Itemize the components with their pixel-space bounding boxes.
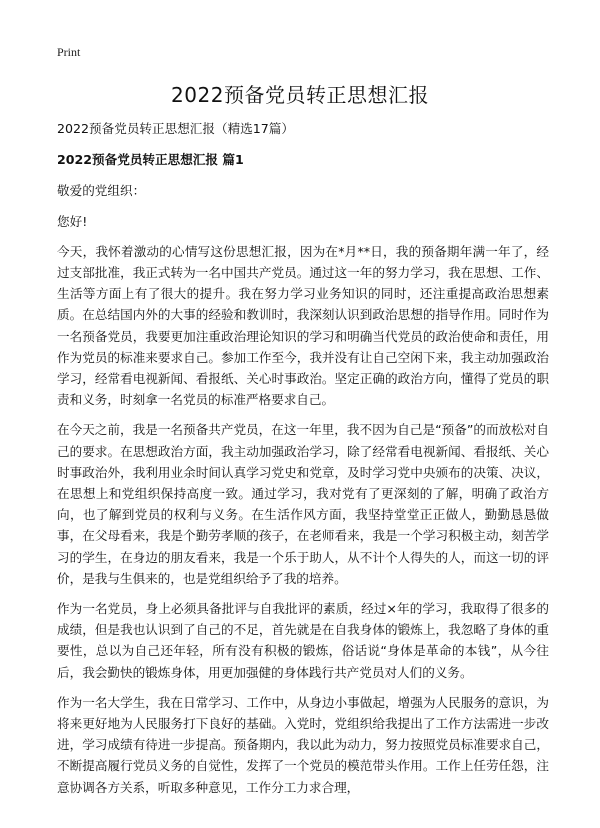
section-heading: 2022预备党员转正思想汇报 篇1 xyxy=(57,152,244,168)
body-paragraph-4: 作为一名大学生，我在日常学习、工作中，从身边小事做起，增强为人民服务的意识，为将来更好地为人民服务打下良好的基础。入党时，党组织给我提出了工作方法需进一步改进，学习成绩有待进一步提高。预备期内，我以此为动力，努力按照党员标准要求自己，不断提高履行党员义务的自觉性，发挥了一个党员的模范带头作用。工作上任劳任怨，注意协调各方关系，听取多种意见，工作分工力求合理， xyxy=(57,694,549,795)
document-subtitle: 2022预备党员转正思想汇报（精选17篇） xyxy=(57,121,294,136)
greeting-hello: 您好! xyxy=(57,213,88,229)
body-paragraph-3: 作为一名党员，身上必须具备批评与自我批评的素质，经过×年的学习，我取得了很多的成绩，但是我也认识到了自己的不足，首先就是在自我身体的锻炼上，我忽略了身体的重要性，总以为自己还年轻，所有没有积极的锻炼，俗话说“身体是革命的本钱”，从今往后，我会勤快的锻炼身体，用更加强健的身体践行共产党员对人们的义务。 xyxy=(57,601,549,680)
document-body xyxy=(57,118,549,807)
body-paragraph-1: 今天，我怀着激动的心情写这份思想汇报，因为在*月**日，我的预备期年满一年了，经过支部批准，我正式转为一名中国共产党员。通过这一年的努力学习，我在思想、工作、生活等方面上有了很大的提升。我在努力学习业务知识的同时，还注重提高政治思想素质。在总结国内外的大事的经验和教训时，我深刻认识到政治思想的指导作用。同时作为一名预备党员，我要更加注重政治理论知识的学习和明确当代党员的政治使命和责任，用作为党员的标准来要求自己。参加工作至今，我并没有让自己空闲下来，我主动加强政治学习，经常看电视新闻、看报纸、关心时事政治。坚定正确的政治方向，懂得了党员的职责和义务，时刻拿一名党员的标准严格要求自己。 xyxy=(57,243,549,408)
print-label: Print xyxy=(57,45,81,59)
salutation: 敬爱的党组织： xyxy=(57,183,146,199)
document-title: 2022预备党员转正思想汇报 xyxy=(171,83,429,107)
body-paragraph-2: 在今天之前，我是一名预备共产党员，在这一年里，我不因为自己是“预备”的而放松对自己的要求。在思想政治方面，我主动加强政治学习，除了经常看电视新闻、看报纸、关心时事政治外，我利用业余时间认真学习党史和党章，及时学习党中央颁布的决策、决议，在思想上和党组织保持高度一致。通过学习，我对党有了更深刻的了解，明确了政治方向，也了解到党员的权利与义务。在生活作风方面，我坚持堂堂正正做人，勤勤恳恳做事，在父母看来，我是个勤劳孝顺的孩子，在老师看来，我是一个学习积极主动，刻苦学习的学生，在身边的朋友看来，我是一个乐于助人，从不计个人得失的人，而这一切的评价，是我与生俱来的，也是党组织给予了我的培养。 xyxy=(57,422,549,586)
